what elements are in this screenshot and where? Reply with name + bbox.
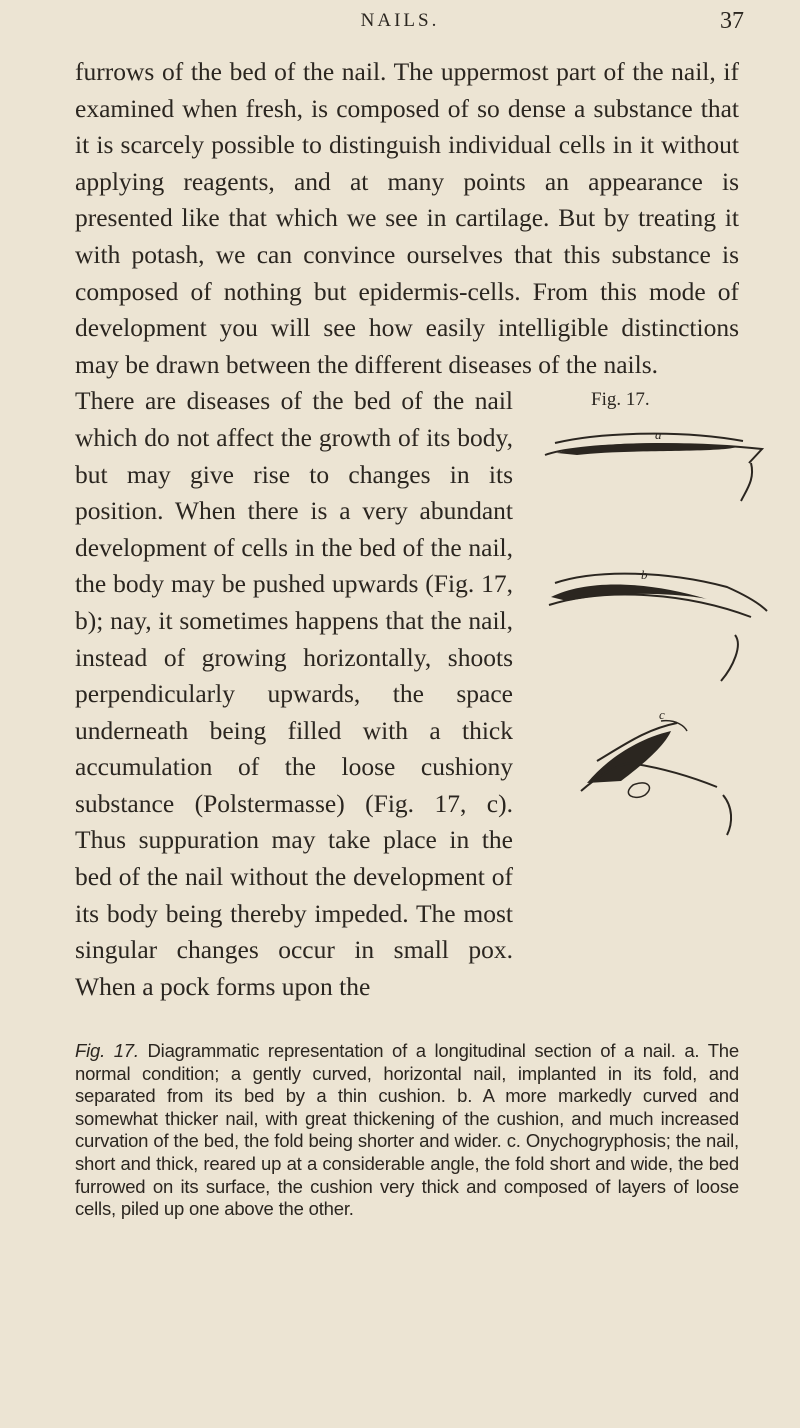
- nail-bed-b: [549, 595, 751, 617]
- diagram-letter-c: c: [659, 707, 665, 723]
- cushion-c: [628, 783, 649, 797]
- diagram-letter-b: b: [641, 567, 648, 583]
- diagram-letter-a: a: [655, 427, 662, 443]
- tip-a: [741, 463, 752, 501]
- tip-b: [721, 635, 738, 681]
- paragraph-2: There are diseases of the bed of the nail which do not affect the growth of its body, but may give rise to changes in its position. When there is a very abundant development of cells in the bed of the nail, the body may be pushed upwards (Fig. 17, b); nay, it sometimes happens that the nail, instead of growing horizontally, shoots perpendicularly upwards, the space underneath being filled with a thick accumulation of the loose cushiony substance (Polstermasse) (Fig. 17, c). Thus suppuration may take place in the bed of the nail without the development of its body being thereby impeded. The most singular changes occur in small pox. When a pock forms upon the: [75, 386, 513, 1001]
- body-text: [75, 54, 739, 1005]
- figure-label: Fig. 17.: [591, 389, 650, 411]
- running-title: NAILS.: [360, 10, 440, 31]
- caption-text: Diagrammatic representation of a longitudinal section of a nail. a. The normal condition; a gently curved, horizontal nail, implanted in its fold, and separated from its bed by a thin cushion. b. A more markedly curved and somewhat thicker nail, with great thickening of the cushion, and much increased curvation of the bed, the fold being shorter and wider. c. Onychogryphosis; the nail, short and thick, reared up at a considerable angle, the fold short and wide, the bed furrowed on its surface, the cushion very thick and composed of layers of loose cells, piled up one above the other.: [75, 1040, 739, 1220]
- running-header: [0, 8, 800, 44]
- nail-body-a: [557, 443, 737, 455]
- tip-c: [723, 795, 731, 835]
- figure-17: [537, 383, 787, 947]
- diagram-a: [545, 427, 762, 501]
- diagram-b: [549, 567, 767, 681]
- caption-lead: Fig. 17.: [75, 1040, 139, 1061]
- paragraph-1: furrows of the bed of the nail. The uppermost part of the nail, if examined when fresh, is composed of so dense a substance that it is scarcely possible to distinguish individual cells in it without applying reagents, and at many points an appearance is presented like that which we see in cartilage. But by treating it with potash, we can convince ourselves that this substance is composed of nothing but epidermis-cells. From this mode of development you will see how easily intelligible distinctions may be drawn between the different diseases of the nails.: [75, 57, 739, 379]
- nail-body-c: [587, 731, 671, 783]
- figure-caption: [75, 1040, 739, 1221]
- page-number: 37: [720, 8, 744, 34]
- diagram-c: [581, 707, 731, 835]
- nail-fold-a: [555, 434, 743, 443]
- nail-section-diagram: [537, 383, 787, 947]
